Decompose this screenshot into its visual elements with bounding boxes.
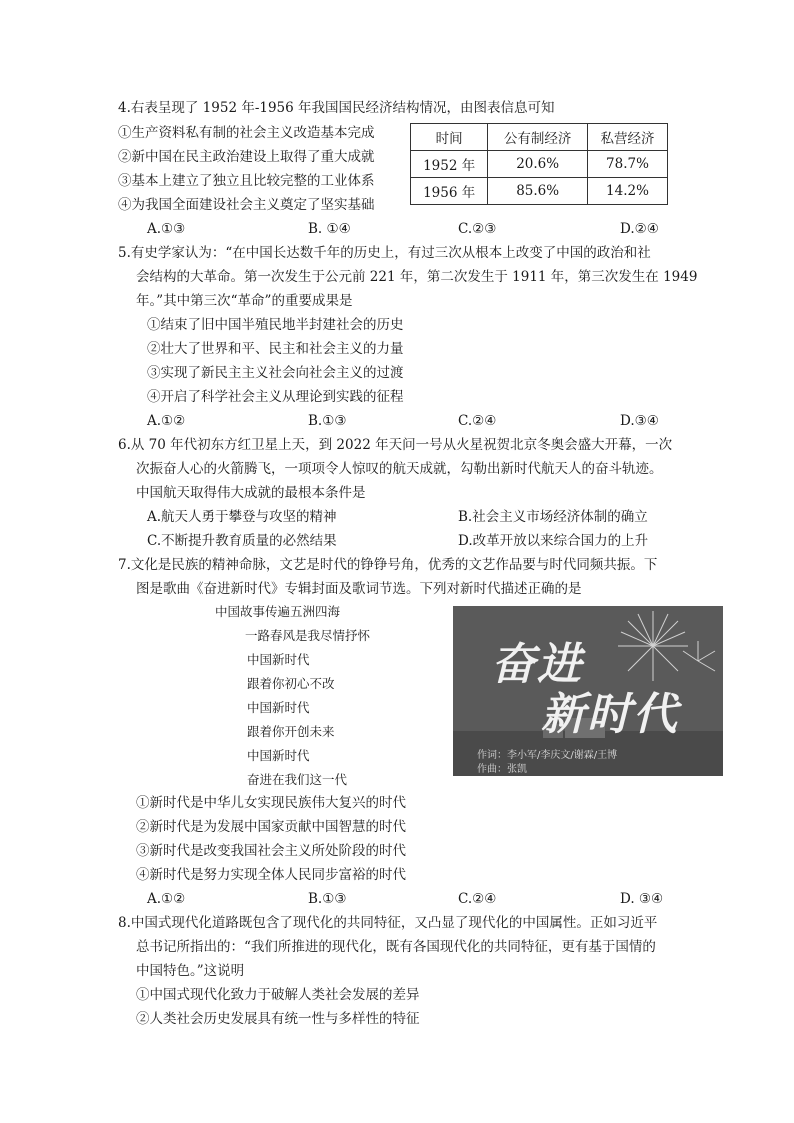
table-row	[411, 178, 668, 205]
lyric-line: 中国新时代	[247, 700, 310, 715]
q4-option-c[interactable]: C.②③	[458, 221, 497, 237]
lyric-line: 跟着你开创未来	[247, 724, 335, 739]
q7-option-c[interactable]: C.②④	[458, 891, 497, 907]
lyric-line: 一路春风是我尽情抒怀	[245, 628, 371, 643]
lyric-line: 中国新时代	[247, 748, 310, 763]
q6-stem-line-3: 中国航天取得伟大成就的最根本条件是	[136, 485, 366, 501]
q7-option-b[interactable]: B.①③	[308, 891, 347, 907]
album-credit-lyrics: 作词：李小军/李庆文/谢霖/王博	[477, 750, 618, 761]
lyric-line: 中国故事传遍五洲四海	[215, 604, 341, 619]
album-credit-music: 作曲：张凯	[477, 764, 527, 775]
lyric-line: 跟着你初心不改	[247, 676, 335, 691]
q5-option-c[interactable]: C.②④	[458, 413, 497, 429]
q6-option-d[interactable]: D.改革开放以来综合国力的上升	[458, 533, 649, 549]
album-cover	[453, 606, 723, 776]
q8-item-2: ②人类社会历史发展具有统一性与多样性的特征	[136, 1011, 420, 1027]
q5-option-d[interactable]: D.③④	[620, 413, 659, 429]
q4-option-a[interactable]: A.①③	[147, 221, 186, 237]
table-header-row	[411, 124, 668, 151]
q7-option-a[interactable]: A.①②	[147, 891, 186, 907]
q7-item-2: ②新时代是为发展中国家贡献中国智慧的时代	[136, 819, 406, 835]
q7-stem-line-2: 图是歌曲《奋进新时代》专辑封面及歌词节选。下列对新时代描述正确的是	[136, 581, 582, 597]
q6-option-c[interactable]: C.不断提升教育质量的必然结果	[147, 533, 337, 549]
q4-option-b[interactable]: B. ①④	[308, 221, 351, 237]
q5-stem-line-1: 5.有史学家认为：“在中国长达数千年的历史上，有过三次从根本上改变了中国的政治和社	[118, 245, 651, 261]
q7-stem-line-1: 7.文化是民族的精神命脉，文艺是时代的铮铮号角，优秀的文艺作品要与时代同频共振。下	[118, 557, 658, 573]
q5-item-1: ①结束了旧中国半殖民地半封建社会的历史	[147, 317, 404, 333]
q5-item-2: ②壮大了世界和平、民主和社会主义的力量	[147, 341, 404, 357]
q5-option-a[interactable]: A.①②	[147, 413, 186, 429]
q5-option-b[interactable]: B.①③	[308, 413, 347, 429]
q8-stem-line-2: 总书记所指出的：“我们所推进的现代化，既有各国现代化的共同特征，更有基于国情的	[136, 939, 656, 955]
q4-option-d[interactable]: D.②④	[620, 221, 659, 237]
q4-item-1: ①生产资料私有制的社会主义改造基本完成	[118, 125, 375, 141]
q7-item-1: ①新时代是中华儿女实现民族伟大复兴的时代	[136, 795, 406, 811]
q7-item-3: ③新时代是改变我国社会主义所处阶段的时代	[136, 843, 406, 859]
table-cell: 78.7%	[587, 151, 667, 178]
q4-item-4: ④为我国全面建设社会主义奠定了坚实基础	[118, 197, 375, 213]
q8-stem-line-3: 中国特色。”这说明	[136, 963, 245, 979]
q5-stem-line-3: 年。”其中第三次“革命”的重要成果是	[136, 293, 353, 309]
table-cell: 14.2%	[587, 178, 667, 205]
q4-item-2: ②新中国在民主政治建设上取得了重大成就	[118, 149, 375, 165]
table-row	[411, 151, 668, 178]
q7-option-d[interactable]: D. ③④	[620, 891, 664, 907]
album-title-line-1: 奋进	[491, 639, 583, 690]
economy-structure-table	[410, 123, 668, 205]
table-cell: 85.6%	[488, 178, 588, 205]
album-title-line-2: 新时代	[541, 689, 679, 740]
q4-item-3: ③基本上建立了独立且比较完整的工业体系	[118, 173, 375, 189]
q5-item-3: ③实现了新民主主义社会向社会主义的过渡	[147, 365, 404, 381]
table-cell: 1956 年	[411, 178, 488, 205]
q6-option-b[interactable]: B.社会主义市场经济体制的确立	[458, 509, 648, 525]
q8-item-1: ①中国式现代化致力于破解人类社会发展的差异	[136, 987, 420, 1003]
lyric-line: 奋进在我们这一代	[247, 772, 348, 787]
table-header-cell: 私营经济	[587, 124, 667, 151]
q6-stem-line-2: 次振奋人心的火箭腾飞，一项项令人惊叹的航天成就，勾勒出新时代航天人的奋斗轨迹。	[136, 461, 663, 477]
lyric-line: 中国新时代	[247, 652, 310, 667]
table-header-cell: 公有制经济	[488, 124, 588, 151]
q7-item-4: ④新时代是努力实现全体人民同步富裕的时代	[136, 867, 406, 883]
table-header-cell: 时间	[411, 124, 488, 151]
q5-item-4: ④开启了科学社会主义从理论到实践的征程	[147, 389, 404, 405]
q8-stem-line-1: 8.中国式现代化道路既包含了现代化的共同特征，又凸显了现代化的中国属性。正如习近平	[118, 915, 658, 931]
q4-stem: 4.右表呈现了 1952 年-1956 年我国国民经济结构情况，由图表信息可知	[118, 100, 555, 116]
q5-stem-line-2: 会结构的大革命。第一次发生于公元前 221 年，第二次发生于 1911 年，第三次发生在 1949	[136, 269, 698, 285]
q6-stem-line-1: 6.从 70 年代初东方红卫星上天，到 2022 年天问一号从火星祝贺北京冬奥会盛大开幕，一次	[118, 437, 673, 453]
q6-option-a[interactable]: A.航天人勇于攀登与攻坚的精神	[147, 509, 337, 525]
table-cell: 20.6%	[488, 151, 588, 178]
table-cell: 1952 年	[411, 151, 488, 178]
